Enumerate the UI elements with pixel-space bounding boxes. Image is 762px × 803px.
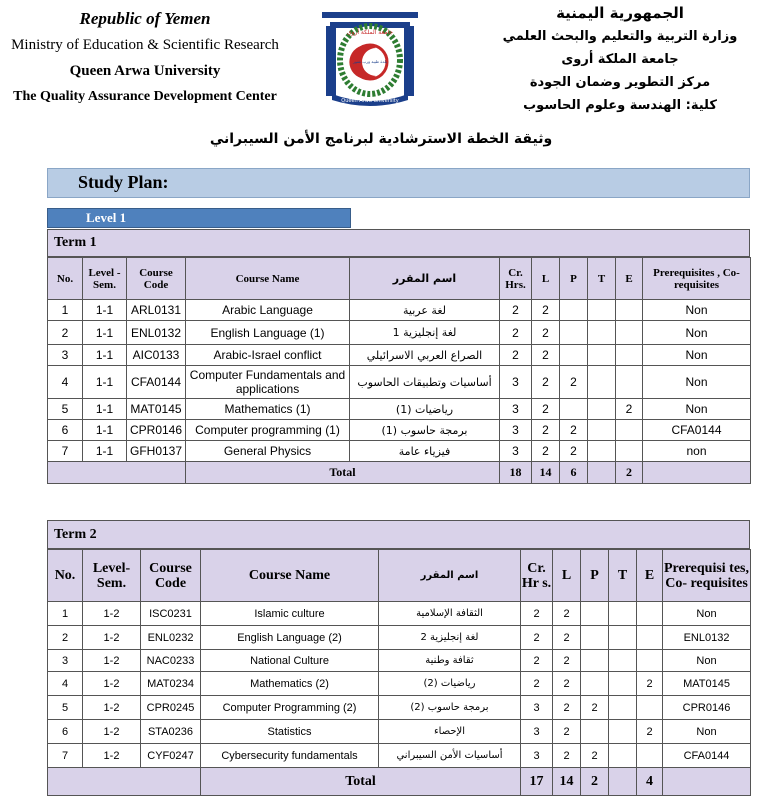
term1-header-row [48, 258, 751, 300]
cell-e [637, 696, 663, 720]
cell-t [588, 321, 616, 345]
cell-t [588, 366, 616, 399]
cell-p: 2 [560, 420, 588, 441]
cell-p [560, 345, 588, 366]
cell-t [588, 441, 616, 462]
cell-name: National Culture [201, 650, 379, 672]
cell-l: 2 [553, 696, 581, 720]
cell-cr: 2 [500, 345, 532, 366]
cell-p [581, 720, 609, 744]
cell-name: Arabic-Israel conflict [186, 345, 350, 366]
cell-name: English Language (2) [201, 626, 379, 650]
cell-no: 6 [48, 420, 83, 441]
cell-prereq: Non [663, 720, 751, 744]
cell-p: 2 [581, 744, 609, 768]
cell-l: 2 [532, 321, 560, 345]
cell-code: ENL0132 [127, 321, 186, 345]
cell-cr: 3 [521, 696, 553, 720]
cell-level: 1-2 [83, 602, 141, 626]
cell-name-ar: برمجة حاسوب (1) [350, 420, 500, 441]
cell-name: English Language (1) [186, 321, 350, 345]
table-row [48, 366, 751, 399]
document-title: وثيقة الخطة الاسترشادية لبرنامج الأمن السيبراني [209, 131, 553, 147]
cell-l: 2 [532, 366, 560, 399]
header-left [0, 6, 290, 110]
term1-body [48, 300, 751, 484]
level-bar [47, 208, 351, 228]
cell-t [609, 696, 637, 720]
table-row [48, 321, 751, 345]
col-header-level: Level- Sem. [83, 550, 141, 602]
cell-prereq: CPR0146 [663, 696, 751, 720]
table-row [48, 672, 751, 696]
cell-name-ar: رياضيات (1) [350, 399, 500, 420]
total-cr: 18 [500, 462, 532, 484]
table-row [48, 696, 751, 720]
total-row [48, 768, 751, 796]
cell-code: MAT0234 [141, 672, 201, 696]
cell-code: NAC0233 [141, 650, 201, 672]
cell-code: MAT0145 [127, 399, 186, 420]
cell-p: 2 [560, 441, 588, 462]
cell-cr: 3 [500, 399, 532, 420]
table-row [48, 602, 751, 626]
term1-title-bar [47, 229, 750, 257]
cell-prereq: Non [643, 345, 751, 366]
cell-prereq: CFA0144 [663, 744, 751, 768]
cell-cr: 3 [500, 441, 532, 462]
cell-name: Computer Fundamentals and applications [186, 366, 350, 399]
cell-cr: 2 [521, 602, 553, 626]
total-t [588, 462, 616, 484]
cell-code: GFH0137 [127, 441, 186, 462]
total-p: 2 [581, 768, 609, 796]
cell-cr: 2 [521, 626, 553, 650]
cell-level: 1-2 [83, 650, 141, 672]
table-row [48, 420, 751, 441]
cell-name: Statistics [201, 720, 379, 744]
university-name-ar: جامعة الملكة أروى [561, 52, 679, 67]
cell-name-ar: الإحصاء [379, 720, 521, 744]
cell-no: 4 [48, 672, 83, 696]
cell-cr: 2 [500, 321, 532, 345]
cell-p [560, 399, 588, 420]
cell-no: 4 [48, 366, 83, 399]
cell-level: 1-2 [83, 744, 141, 768]
total-t [609, 768, 637, 796]
cell-t [588, 420, 616, 441]
cell-e [616, 321, 643, 345]
total-l: 14 [532, 462, 560, 484]
cell-no: 6 [48, 720, 83, 744]
term2-table [47, 549, 751, 796]
cell-no: 1 [48, 602, 83, 626]
cell-t [609, 626, 637, 650]
cell-cr: 2 [500, 300, 532, 321]
total-e: 2 [616, 462, 643, 484]
cell-cr: 3 [500, 420, 532, 441]
cell-e [616, 345, 643, 366]
cell-level: 1-2 [83, 720, 141, 744]
cell-name-ar: الصراع العربي الاسرائيلي [350, 345, 500, 366]
logo-arabic-title: جامعة الملكة أروى [346, 29, 394, 36]
col-header-level: Level -Sem. [83, 258, 127, 300]
col-header-p: P [560, 258, 588, 300]
cell-name: Islamic culture [201, 602, 379, 626]
cell-level: 1-1 [83, 441, 127, 462]
cell-level: 1-2 [83, 672, 141, 696]
cell-code: ARL0131 [127, 300, 186, 321]
cell-level: 1-1 [83, 345, 127, 366]
cell-prereq: ENL0132 [663, 626, 751, 650]
cell-name-ar: لغة عربية [350, 300, 500, 321]
cell-e [616, 300, 643, 321]
term2-body [48, 602, 751, 796]
cell-e [637, 744, 663, 768]
table-row [48, 720, 751, 744]
col-header-cr: Cr. Hr s. [521, 550, 553, 602]
table-row [48, 345, 751, 366]
cell-level: 1-2 [83, 696, 141, 720]
cell-prereq: Non [643, 399, 751, 420]
cell-prereq: Non [643, 366, 751, 399]
cell-name-ar: برمجة حاسوب (2) [379, 696, 521, 720]
cell-l: 2 [532, 441, 560, 462]
cell-e [637, 650, 663, 672]
cell-l: 2 [532, 345, 560, 366]
cell-p [581, 626, 609, 650]
cell-level: 1-1 [83, 420, 127, 441]
cell-cr: 3 [521, 720, 553, 744]
total-prereq [643, 462, 751, 484]
total-spacer [48, 768, 201, 796]
col-header-name: Course Name [201, 550, 379, 602]
ministry-name-ar: وزارة التربية والتعليم والبحث العلمي [502, 29, 738, 44]
total-prereq [663, 768, 751, 796]
col-header-no: No. [48, 550, 83, 602]
cell-no: 2 [48, 626, 83, 650]
cell-l: 2 [553, 744, 581, 768]
cell-t [588, 300, 616, 321]
total-cr: 17 [521, 768, 553, 796]
cell-t [609, 672, 637, 696]
col-header-e: E [616, 258, 643, 300]
col-header-cr: Cr. Hrs. [500, 258, 532, 300]
university-name: Queen Arwa University [69, 63, 221, 79]
cell-name-ar: لغة إنجليزية 1 [350, 321, 500, 345]
cell-no: 1 [48, 300, 83, 321]
term2-title: Term 2 [54, 527, 97, 542]
total-spacer [48, 462, 186, 484]
table-row [48, 626, 751, 650]
cell-name: Computer Programming (2) [201, 696, 379, 720]
cell-t [609, 602, 637, 626]
cell-name: General Physics [186, 441, 350, 462]
cell-l: 2 [553, 672, 581, 696]
col-header-name-ar: اسم المقرر [379, 550, 521, 602]
cell-e: 2 [637, 720, 663, 744]
cell-level: 1-1 [83, 300, 127, 321]
cell-cr: 3 [521, 744, 553, 768]
study-plan-label: Study Plan: [78, 172, 169, 192]
cell-t [588, 399, 616, 420]
cell-prereq: Non [643, 300, 751, 321]
cell-level: 1-1 [83, 399, 127, 420]
faculty-name-ar: كلية: الهندسة وعلوم الحاسوب [523, 98, 717, 113]
term2-title-bar [47, 520, 750, 549]
cell-name-ar: أساسيات وتطبيقات الحاسوب [350, 366, 500, 399]
cell-p [581, 602, 609, 626]
cell-no: 5 [48, 399, 83, 420]
cell-name-ar: ثقافة وطنية [379, 650, 521, 672]
total-e: 4 [637, 768, 663, 796]
logo-english-title: Queen Arwa University [341, 98, 399, 104]
cell-cr: 2 [521, 672, 553, 696]
cell-code: STA0236 [141, 720, 201, 744]
cell-t [609, 720, 637, 744]
cell-prereq: Non [663, 650, 751, 672]
cell-l: 2 [532, 420, 560, 441]
ministry-name: Ministry of Education & Scientific Research [11, 37, 279, 53]
cell-code: CYF0247 [141, 744, 201, 768]
cell-l: 2 [553, 626, 581, 650]
cell-p [560, 300, 588, 321]
cell-l: 2 [532, 399, 560, 420]
cell-code: CPR0245 [141, 696, 201, 720]
cell-p: 2 [581, 696, 609, 720]
term1-table [47, 257, 751, 484]
col-header-code: Course Code [127, 258, 186, 300]
cell-code: ISC0231 [141, 602, 201, 626]
cell-l: 2 [553, 720, 581, 744]
country-name: Republic of Yemen [79, 9, 211, 28]
cell-name: Computer programming (1) [186, 420, 350, 441]
cell-e: 2 [616, 399, 643, 420]
cell-cr: 3 [500, 366, 532, 399]
total-p: 6 [560, 462, 588, 484]
cell-p [581, 650, 609, 672]
cell-level: 1-1 [83, 366, 127, 399]
table-row [48, 399, 751, 420]
cell-l: 2 [553, 602, 581, 626]
col-header-name-ar: اسم المقرر [350, 258, 500, 300]
center-name-ar: مركز التطوير وضمان الجودة [529, 75, 711, 90]
cell-prereq: Non [663, 602, 751, 626]
cell-no: 3 [48, 345, 83, 366]
cell-e [637, 626, 663, 650]
total-row [48, 462, 751, 484]
header-right [500, 2, 740, 117]
cell-name-ar: أساسيات الأمن السيبراني [379, 744, 521, 768]
logo-center-text: بلدة طيبة ورب غفور [353, 59, 387, 64]
col-header-e: E [637, 550, 663, 602]
cell-code: CPR0146 [127, 420, 186, 441]
cell-name-ar: الثقافة الإسلامية [379, 602, 521, 626]
total-label: Total [186, 462, 500, 484]
col-header-p: P [581, 550, 609, 602]
cell-name-ar: رياضيات (2) [379, 672, 521, 696]
total-label: Total [201, 768, 521, 796]
cell-name: Mathematics (1) [186, 399, 350, 420]
cell-t [609, 650, 637, 672]
cell-code: ENL0232 [141, 626, 201, 650]
col-header-t: T [609, 550, 637, 602]
cell-t [588, 345, 616, 366]
cell-code: CFA0144 [127, 366, 186, 399]
cell-level: 1-1 [83, 321, 127, 345]
cell-code: AIC0133 [127, 345, 186, 366]
cell-no: 3 [48, 650, 83, 672]
table-row [48, 300, 751, 321]
cell-level: 1-2 [83, 626, 141, 650]
cell-name-ar: فيزياء عامة [350, 441, 500, 462]
cell-p [560, 321, 588, 345]
cell-p: 2 [560, 366, 588, 399]
cell-prereq: non [643, 441, 751, 462]
cell-no: 5 [48, 696, 83, 720]
cell-e [616, 366, 643, 399]
table-row [48, 744, 751, 768]
table-row [48, 441, 751, 462]
term1-title: Term 1 [54, 235, 97, 250]
cell-no: 2 [48, 321, 83, 345]
cell-no: 7 [48, 744, 83, 768]
cell-l: 2 [532, 300, 560, 321]
cell-e [616, 441, 643, 462]
center-name: The Quality Assurance Development Center [13, 89, 277, 104]
col-header-name: Course Name [186, 258, 350, 300]
cell-cr: 2 [521, 650, 553, 672]
table-row [48, 650, 751, 672]
cell-p [581, 672, 609, 696]
col-header-prereq: Prerequisites , Co-requisites [643, 258, 751, 300]
cell-t [609, 744, 637, 768]
level-label: Level 1 [86, 210, 127, 225]
country-name-ar: الجمهورية اليمنية [556, 4, 684, 22]
col-header-prereq: Prerequisi tes, Co- requisites [663, 550, 751, 602]
cell-prereq: CFA0144 [643, 420, 751, 441]
cell-l: 2 [553, 650, 581, 672]
cell-e [637, 602, 663, 626]
col-header-t: T [588, 258, 616, 300]
col-header-l: L [553, 550, 581, 602]
col-header-l: L [532, 258, 560, 300]
col-header-no: No. [48, 258, 83, 300]
cell-no: 7 [48, 441, 83, 462]
cell-name: Mathematics (2) [201, 672, 379, 696]
cell-prereq: Non [643, 321, 751, 345]
cell-e: 2 [637, 672, 663, 696]
total-l: 14 [553, 768, 581, 796]
cell-name: Arabic Language [186, 300, 350, 321]
study-plan-bar [47, 168, 750, 198]
term2-header-row [48, 550, 751, 602]
col-header-code: Course Code [141, 550, 201, 602]
university-logo [316, 8, 424, 108]
cell-name: Cybersecurity fundamentals [201, 744, 379, 768]
cell-prereq: MAT0145 [663, 672, 751, 696]
cell-e [616, 420, 643, 441]
cell-name-ar: لغة إنجليزية 2 [379, 626, 521, 650]
